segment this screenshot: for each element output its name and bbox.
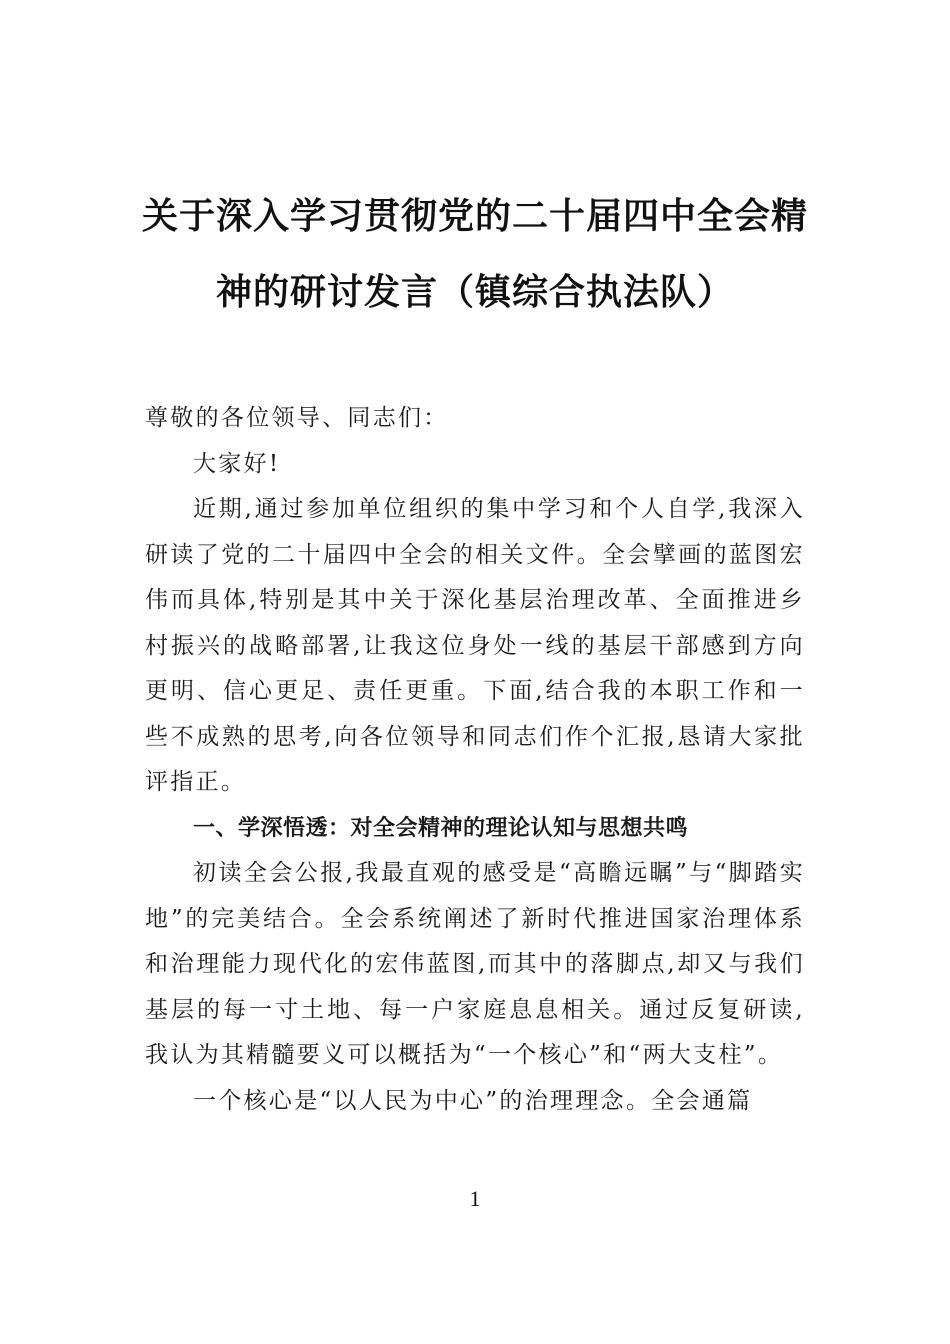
document-body [145,396,805,1124]
page-number: 1 [469,1186,481,1211]
intro-paragraph: 近期,通过参加单位组织的集中学习和个人自学,我深入研读了党的二十届四中全会的相关文件。全会擘画的蓝图宏伟而具体,特别是其中关于深化基层治理改革、全面推进乡村振兴的战略部署,让我这位身处一线的基层干部感到方向更明、信心更足、责任更重。下面,结合我的本职工作和一些不成熟的思考,向各位领导和同志们作个汇报,恳请大家批评指正。 [145,496,805,795]
section-heading-1: 一、学深悟透：对全会精神的理论认知与思想共鸣 [193,815,689,841]
document-title-line-1: 关于深入学习贯彻党的二十届四中全会精 [141,195,808,237]
document-title-line-2: 神的研讨发言（镇综合执法队） [215,271,734,313]
salutation: 尊敬的各位领导、同志们： [145,405,449,431]
section-1-paragraph-2: 一个核心是“以人民为中心”的治理理念。全会通篇 [193,1087,753,1114]
greeting: 大家好! [193,450,281,477]
section-1-paragraph-1: 初读全会公报,我最直观的感受是“高瞻远瞩”与“脚踏实地”的完美结合。全会系统阐述了新时代推进国家治理体系和治理能力现代化的宏伟蓝图,而其中的落脚点,却又与我们基层的每一寸土地、每一户家庭息息相关。通过反复研读,我认为其精髓要义可以概括为“一个核心”和“两大支柱”。 [145,860,805,1068]
